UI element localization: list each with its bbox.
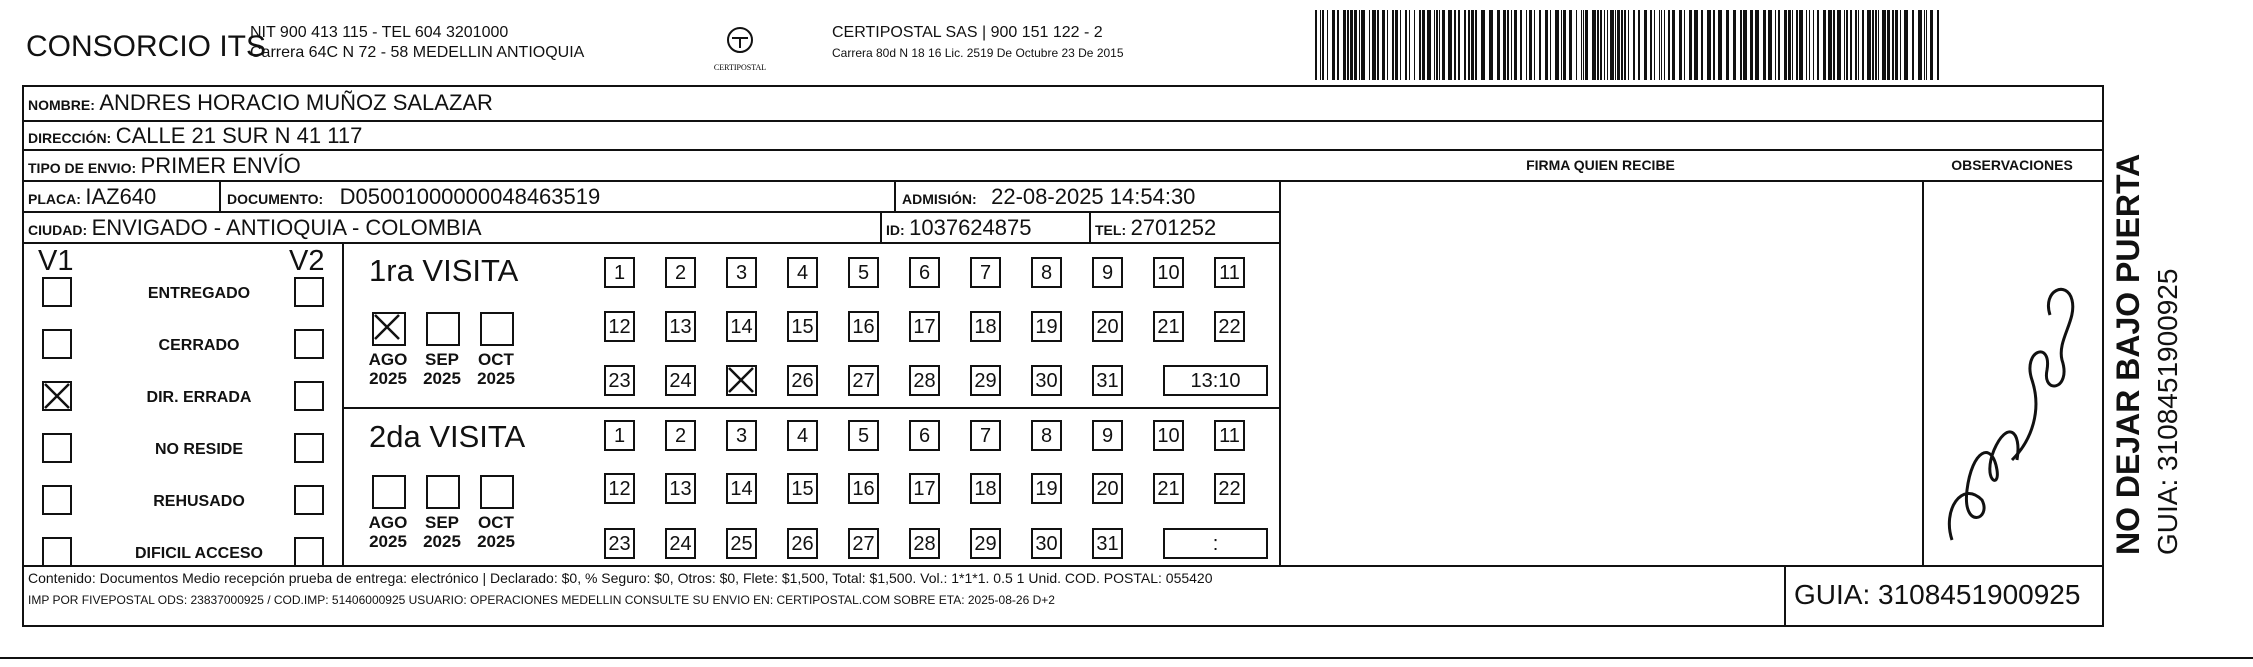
barcode-bar <box>1569 10 1572 80</box>
barcode-bar <box>1448 10 1452 80</box>
barcode-bar <box>1369 10 1370 80</box>
day-box[interactable] <box>726 365 757 396</box>
day-box[interactable]: 31 <box>1092 365 1123 396</box>
tel-label: TEL: <box>1095 222 1127 238</box>
barcode-bar <box>1400 10 1401 80</box>
day-box[interactable]: 12 <box>604 473 635 504</box>
day-box[interactable]: 20 <box>1092 473 1123 504</box>
day-box[interactable]: 19 <box>1031 311 1062 342</box>
status-label: ENTREGADO <box>147 285 251 302</box>
row-divider <box>24 565 2102 567</box>
day-box[interactable]: 6 <box>909 420 940 451</box>
day-box[interactable]: 26 <box>787 528 818 559</box>
footer-guia: GUIA: 3108451900925 <box>1794 579 2081 610</box>
signature <box>1922 180 2102 565</box>
day-box[interactable]: 28 <box>909 365 940 396</box>
tipo-row <box>28 153 301 179</box>
day-box[interactable]: 21 <box>1153 311 1184 342</box>
direccion-row <box>28 123 362 149</box>
barcode-bar <box>1320 10 1321 80</box>
company-name: CONSORCIO ITS <box>26 30 267 63</box>
barcode-bar <box>1475 10 1477 80</box>
barcode-bar <box>1422 10 1425 80</box>
day-box[interactable]: 10 <box>1153 420 1184 451</box>
day-box[interactable]: 31 <box>1092 528 1123 559</box>
barcode-bar <box>1337 10 1339 80</box>
tel-value: 2701252 <box>1130 215 1217 240</box>
barcode-bar <box>1409 10 1410 80</box>
day-box[interactable]: 23 <box>604 365 635 396</box>
day-box[interactable]: 8 <box>1031 257 1062 288</box>
tipo-label: TIPO DE ENVIO: <box>28 160 137 176</box>
day-box[interactable]: 24 <box>665 528 696 559</box>
courier-license-line: Carrera 80d N 18 16 Lic. 2519 De Octubre 23 De 2015 <box>832 46 1124 60</box>
courier-info <box>832 23 1124 63</box>
barcode-bar <box>1799 10 1803 80</box>
courier-nit-line: CERTIPOSTAL SAS | 900 151 122 - 2 <box>832 24 1103 41</box>
barcode-bar <box>1650 10 1652 80</box>
company-nit-line: NIT 900 413 115 - TEL 604 3201000 <box>250 24 509 41</box>
barcode-bar <box>1694 10 1698 80</box>
barcode-bar <box>1878 10 1879 80</box>
barcode-bar <box>1661 10 1662 80</box>
barcode-bar <box>1775 10 1776 80</box>
barcode-bar <box>1900 10 1901 80</box>
barcode-bar <box>1442 10 1445 80</box>
barcode-bar <box>1624 10 1626 80</box>
barcode-bar <box>1392 10 1394 80</box>
barcode-bar <box>1937 10 1939 80</box>
day-box[interactable]: 1 <box>604 420 635 451</box>
barcode-bar <box>1837 10 1841 80</box>
barcode-bar <box>1507 10 1509 80</box>
id-value: 1037624875 <box>909 215 1032 240</box>
barcode-bar <box>1600 10 1602 80</box>
day-box[interactable]: 3 <box>726 257 757 288</box>
barcode-bar <box>1726 10 1729 80</box>
barcode-bar <box>1350 10 1353 80</box>
id-label: ID: <box>886 222 905 238</box>
barcode-bar <box>1659 10 1660 80</box>
documento-label: DOCUMENTO: <box>227 191 324 207</box>
barcode-bar <box>1427 10 1431 80</box>
barcode-bar <box>1918 10 1922 80</box>
month-label: SEP 2025 <box>423 513 461 551</box>
day-box[interactable]: 27 <box>848 365 879 396</box>
day-box[interactable]: 14 <box>726 311 757 342</box>
barcode-bar <box>1581 10 1582 80</box>
day-box[interactable]: 28 <box>909 528 940 559</box>
month-checkbox[interactable] <box>480 312 514 346</box>
barcode-bar <box>1354 10 1357 80</box>
ciudad-label: CIUDAD: <box>28 222 88 238</box>
placa-row <box>28 184 156 210</box>
barcode-bar <box>1419 10 1421 80</box>
barcode-bar <box>1862 10 1864 80</box>
barcode-bar <box>1887 10 1890 80</box>
barcode-bar <box>1471 10 1474 80</box>
direccion-label: DIRECCIÓN: <box>28 130 112 146</box>
v2-checkbox[interactable] <box>294 537 324 567</box>
barcode-bar <box>1607 10 1608 80</box>
ciudad-row <box>28 215 482 241</box>
day-box[interactable]: 16 <box>848 311 879 342</box>
month-checkbox[interactable] <box>426 312 460 346</box>
v1-checkbox[interactable] <box>42 329 72 359</box>
barcode-bar <box>1621 10 1623 80</box>
row-divider <box>24 242 1279 244</box>
day-box[interactable]: 11 <box>1214 420 1245 451</box>
barcode-bar <box>1489 10 1493 80</box>
side-guia: GUIA: 3108451900925 <box>2152 268 2183 555</box>
barcode-bar <box>1684 10 1685 80</box>
barcode-bar <box>1817 10 1819 80</box>
barcode-bar <box>1930 10 1933 80</box>
barcode-bar <box>1372 10 1376 80</box>
barcode-bar <box>1846 10 1848 80</box>
v2-checkbox[interactable] <box>294 277 324 307</box>
barcode-bar <box>1361 10 1365 80</box>
day-box[interactable]: 1 <box>604 257 635 288</box>
barcode-bar <box>1464 10 1466 80</box>
day-box[interactable]: 30 <box>1031 528 1062 559</box>
barcode-bar <box>1382 10 1385 80</box>
barcode-bar <box>1892 10 1894 80</box>
second-visit-title: 2da VISITA <box>369 419 526 454</box>
day-box[interactable]: 12 <box>604 311 635 342</box>
barcode-bar <box>1924 10 1925 80</box>
barcode-bar <box>1615 10 1616 80</box>
row-divider <box>24 149 2102 151</box>
month-checkbox[interactable] <box>480 475 514 509</box>
barcode-bar <box>1633 10 1635 80</box>
day-box[interactable]: 9 <box>1092 420 1123 451</box>
barcode-bar <box>1592 10 1596 80</box>
direccion-value: CALLE 21 SUR N 41 117 <box>115 123 363 148</box>
barcode-bar <box>1844 10 1845 80</box>
barcode-bar <box>1855 10 1857 80</box>
day-box[interactable]: 5 <box>848 257 879 288</box>
barcode-bar <box>1664 10 1665 80</box>
day-box[interactable]: 17 <box>909 311 940 342</box>
certipostal-logo <box>710 20 770 75</box>
barcode-bar <box>1458 10 1460 80</box>
barcode-bar <box>1926 10 1927 80</box>
day-box[interactable]: 29 <box>970 365 1001 396</box>
barcode-bar <box>1763 10 1766 80</box>
v2-checkbox[interactable] <box>294 433 324 463</box>
v2-checkbox[interactable] <box>294 329 324 359</box>
barcode-bar <box>1555 10 1559 80</box>
barcode-bar <box>1768 10 1772 80</box>
side-warning: NO DEJAR BAJO PUERTA <box>2110 153 2146 555</box>
tel-cell <box>1095 215 1216 241</box>
day-box[interactable]: 19 <box>1031 473 1062 504</box>
barcode-bar <box>1718 10 1722 80</box>
status-label: DIR. ERRADA <box>146 389 252 406</box>
admision-cell <box>902 184 1195 210</box>
barcode-bar <box>1833 10 1835 80</box>
observaciones-header-label: OBSERVACIONES <box>1951 157 2073 173</box>
tipo-value: PRIMER ENVÍO <box>140 153 301 178</box>
barcode-bar <box>1322 10 1324 80</box>
barcode-bar <box>1526 10 1527 80</box>
month-checkbox[interactable] <box>426 475 460 509</box>
x-mark-icon <box>42 381 72 411</box>
barcode-bar <box>1387 10 1388 80</box>
day-box[interactable]: 15 <box>787 311 818 342</box>
day-box[interactable]: 11 <box>1214 257 1245 288</box>
barcode-bar <box>1468 10 1470 80</box>
status-label: CERRADO <box>158 337 240 354</box>
barcode-bar <box>1534 10 1535 80</box>
admision-label: ADMISIÓN: <box>902 191 977 207</box>
barcode-bar <box>1823 10 1826 80</box>
barcode-bar <box>1545 10 1548 80</box>
time-field[interactable]: : <box>1163 528 1268 559</box>
placa-label: PLACA: <box>28 191 81 207</box>
v1-checkbox[interactable] <box>42 537 72 567</box>
v2-label: V2 <box>289 245 325 277</box>
documento-cell <box>227 184 600 210</box>
barcode-bar <box>1604 10 1605 80</box>
barcode-bar <box>1585 10 1588 80</box>
status-label: NO RESIDE <box>154 441 243 458</box>
day-box[interactable]: 4 <box>787 420 818 451</box>
barcode-bar <box>1858 10 1859 80</box>
barcode-bar <box>1806 10 1807 80</box>
barcode-bar <box>1481 10 1485 80</box>
col-divider <box>219 180 221 211</box>
barcode-bar <box>1395 10 1398 80</box>
barcode-bar <box>1912 10 1914 80</box>
barcode-bar <box>1529 10 1532 80</box>
day-box[interactable]: 4 <box>787 257 818 288</box>
barcode-bar <box>1597 10 1599 80</box>
month-label: SEP 2025 <box>423 350 461 388</box>
barcode-bar <box>1436 10 1438 80</box>
barcode-bar <box>1503 10 1506 80</box>
day-box[interactable]: 8 <box>1031 420 1062 451</box>
day-box[interactable]: 2 <box>665 420 696 451</box>
barcode-bar <box>1809 10 1810 80</box>
barcode-bar <box>1539 10 1541 80</box>
barcode-bar <box>1867 10 1871 80</box>
barcode-bar <box>1377 10 1379 80</box>
day-box[interactable]: 13 <box>665 473 696 504</box>
v1-label: V1 <box>38 245 74 277</box>
admision-value: 22-08-2025 14:54:30 <box>991 184 1196 209</box>
day-box[interactable]: 20 <box>1092 311 1123 342</box>
day-box[interactable]: 27 <box>848 528 879 559</box>
day-box[interactable]: 21 <box>1153 473 1184 504</box>
id-cell <box>886 215 1031 241</box>
day-box[interactable]: 26 <box>787 365 818 396</box>
day-box[interactable]: 17 <box>909 473 940 504</box>
v2-checkbox[interactable] <box>294 381 324 411</box>
barcode-bar <box>1414 10 1415 80</box>
day-box[interactable]: 18 <box>970 473 1001 504</box>
barcode-bar <box>1743 10 1747 80</box>
delivery-form <box>22 85 2104 627</box>
barcode-bar <box>1343 10 1346 80</box>
barcode-bar <box>1904 10 1908 80</box>
barcode-bar <box>1511 10 1512 80</box>
day-box[interactable]: 3 <box>726 420 757 451</box>
nombre-row <box>28 90 493 116</box>
col-divider <box>894 180 896 211</box>
barcode-bar <box>1788 10 1791 80</box>
nombre-label: NOMBRE: <box>28 97 95 113</box>
v1-checkbox[interactable] <box>42 485 72 515</box>
logo-text: CERTIPOSTAL <box>713 63 767 72</box>
barcode-bar <box>1359 10 1360 80</box>
barcode-bar <box>1689 10 1692 80</box>
barcode-bar <box>1828 10 1832 80</box>
nombre-value: ANDRES HORACIO MUÑOZ SALAZAR <box>99 90 493 115</box>
barcode-bar <box>1550 10 1551 80</box>
row-divider <box>24 120 2102 122</box>
v1-checkbox[interactable] <box>42 381 72 411</box>
day-box[interactable]: 5 <box>848 420 879 451</box>
barcode-bar <box>1707 10 1711 80</box>
barcode-bar <box>1327 10 1328 80</box>
barcode-bar <box>1875 10 1877 80</box>
row-divider <box>24 180 2102 182</box>
ciudad-value: ENVIGADO - ANTIOQUIA - COLOMBIA <box>91 215 482 240</box>
barcode-bar <box>1654 10 1655 80</box>
day-box[interactable]: 14 <box>726 473 757 504</box>
barcode-bar <box>1813 10 1814 80</box>
barcode-bar <box>1514 10 1517 80</box>
col-divider <box>1279 180 1281 565</box>
barcode-bar <box>1679 10 1682 80</box>
barcode-bar <box>1617 10 1620 80</box>
barcode-bar <box>1561 10 1562 80</box>
barcode-bar <box>1713 10 1715 80</box>
barcode-bar <box>1850 10 1852 80</box>
first-visit-title: 1ra VISITA <box>369 253 519 288</box>
barcode-bar <box>1347 10 1349 80</box>
barcode-bar <box>1332 10 1335 80</box>
footer-imp: IMP POR FIVEPOSTAL ODS: 23837000925 / COD.IMP: 51406000925 USUARIO: OPERACIONES MEDELLIN CONSULTE SU ENVIO EN: CERTIPOSTAL.COM SOBRE ETA: 2025-08-26 D+2 <box>28 593 1055 607</box>
col-divider <box>880 211 882 242</box>
day-box[interactable]: 24 <box>665 365 696 396</box>
month-checkbox[interactable] <box>372 312 406 346</box>
barcode-bar <box>1439 10 1440 80</box>
firma-header <box>1279 157 1922 175</box>
barcode-bar <box>1610 10 1614 80</box>
barcode-bar <box>1778 10 1780 80</box>
time-field[interactable]: 13:10 <box>1163 365 1268 396</box>
barcode-bar <box>1792 10 1793 80</box>
barcode-bar <box>1740 10 1742 80</box>
barcode-bar <box>1755 10 1759 80</box>
day-box[interactable]: 9 <box>1092 257 1123 288</box>
barcode-bar <box>1454 10 1456 80</box>
day-box[interactable]: 6 <box>909 257 940 288</box>
day-box[interactable]: 10 <box>1153 257 1184 288</box>
day-box[interactable]: 29 <box>970 528 1001 559</box>
barcode-bar <box>1882 10 1886 80</box>
barcode-bar <box>1497 10 1500 80</box>
bottom-rule <box>0 657 2253 659</box>
status-label: DIFICIL ACCESO <box>134 545 263 562</box>
month-label: OCT 2025 <box>477 513 515 551</box>
day-box[interactable]: 2 <box>665 257 696 288</box>
barcode-bar <box>1733 10 1736 80</box>
barcode-bar <box>1628 10 1629 80</box>
day-box[interactable]: 18 <box>970 311 1001 342</box>
firma-header-label: FIRMA QUIEN RECIBE <box>1526 157 1675 173</box>
barcode-bar <box>1784 10 1787 80</box>
day-box[interactable]: 22 <box>1214 473 1245 504</box>
barcode-bar <box>1434 10 1435 80</box>
day-box[interactable]: 23 <box>604 528 635 559</box>
v1-checkbox[interactable] <box>42 433 72 463</box>
company-info <box>250 23 584 63</box>
barcode <box>1315 10 1945 80</box>
barcode-bar <box>1672 10 1675 80</box>
month-label: OCT 2025 <box>477 350 515 388</box>
barcode-bar <box>1583 10 1584 80</box>
col-divider <box>342 242 344 565</box>
footer-contenido: Contenido: Documentos Medio recepción prueba de entrega: electrónico | Declarado: $0, % Seguro: $0, Otros: $0, Flete: $1,500, Total: $1,500. Vol.: 1*1*1. 0.5 1 Unid. COD. POSTAL: 055420 <box>28 570 1213 586</box>
placa-value: IAZ640 <box>85 184 157 209</box>
barcode-bar <box>1796 10 1798 80</box>
day-box[interactable]: 22 <box>1214 311 1245 342</box>
company-address-line: Carrera 64C N 72 - 58 MEDELLIN ANTIOQUIA <box>250 44 585 61</box>
v1-checkbox[interactable] <box>42 277 72 307</box>
month-label: AGO 2025 <box>368 350 408 388</box>
observaciones-header <box>1922 157 2102 175</box>
barcode-bar <box>1638 10 1640 80</box>
day-box[interactable]: 7 <box>970 257 1001 288</box>
status-label: REHUSADO <box>153 493 245 510</box>
day-box[interactable]: 15 <box>787 473 818 504</box>
row-divider <box>342 407 1279 409</box>
month-checkbox[interactable] <box>372 475 406 509</box>
day-box[interactable]: 7 <box>970 420 1001 451</box>
barcode-bar <box>1872 10 1874 80</box>
day-box[interactable]: 13 <box>665 311 696 342</box>
day-box[interactable]: 16 <box>848 473 879 504</box>
day-box[interactable]: 30 <box>1031 365 1062 396</box>
month-label: AGO 2025 <box>368 513 408 551</box>
barcode-bar <box>1895 10 1898 80</box>
x-mark-icon <box>726 365 756 395</box>
barcode-bar <box>1750 10 1753 80</box>
barcode-bar <box>1405 10 1407 80</box>
barcode-bar <box>1644 10 1647 80</box>
barcode-bar <box>1701 10 1703 80</box>
barcode-bar <box>1315 10 1317 80</box>
barcode-bar <box>1520 10 1522 80</box>
documento-value: D05001000000048463519 <box>339 184 601 209</box>
barcode-bar <box>1576 10 1577 80</box>
day-box[interactable]: 25 <box>726 528 757 559</box>
barcode-bar <box>1563 10 1566 80</box>
v2-checkbox[interactable] <box>294 485 324 515</box>
col-divider <box>1784 565 1786 625</box>
x-mark-icon <box>372 312 402 342</box>
col-divider <box>1089 211 1091 242</box>
barcode-bar <box>1668 10 1670 80</box>
